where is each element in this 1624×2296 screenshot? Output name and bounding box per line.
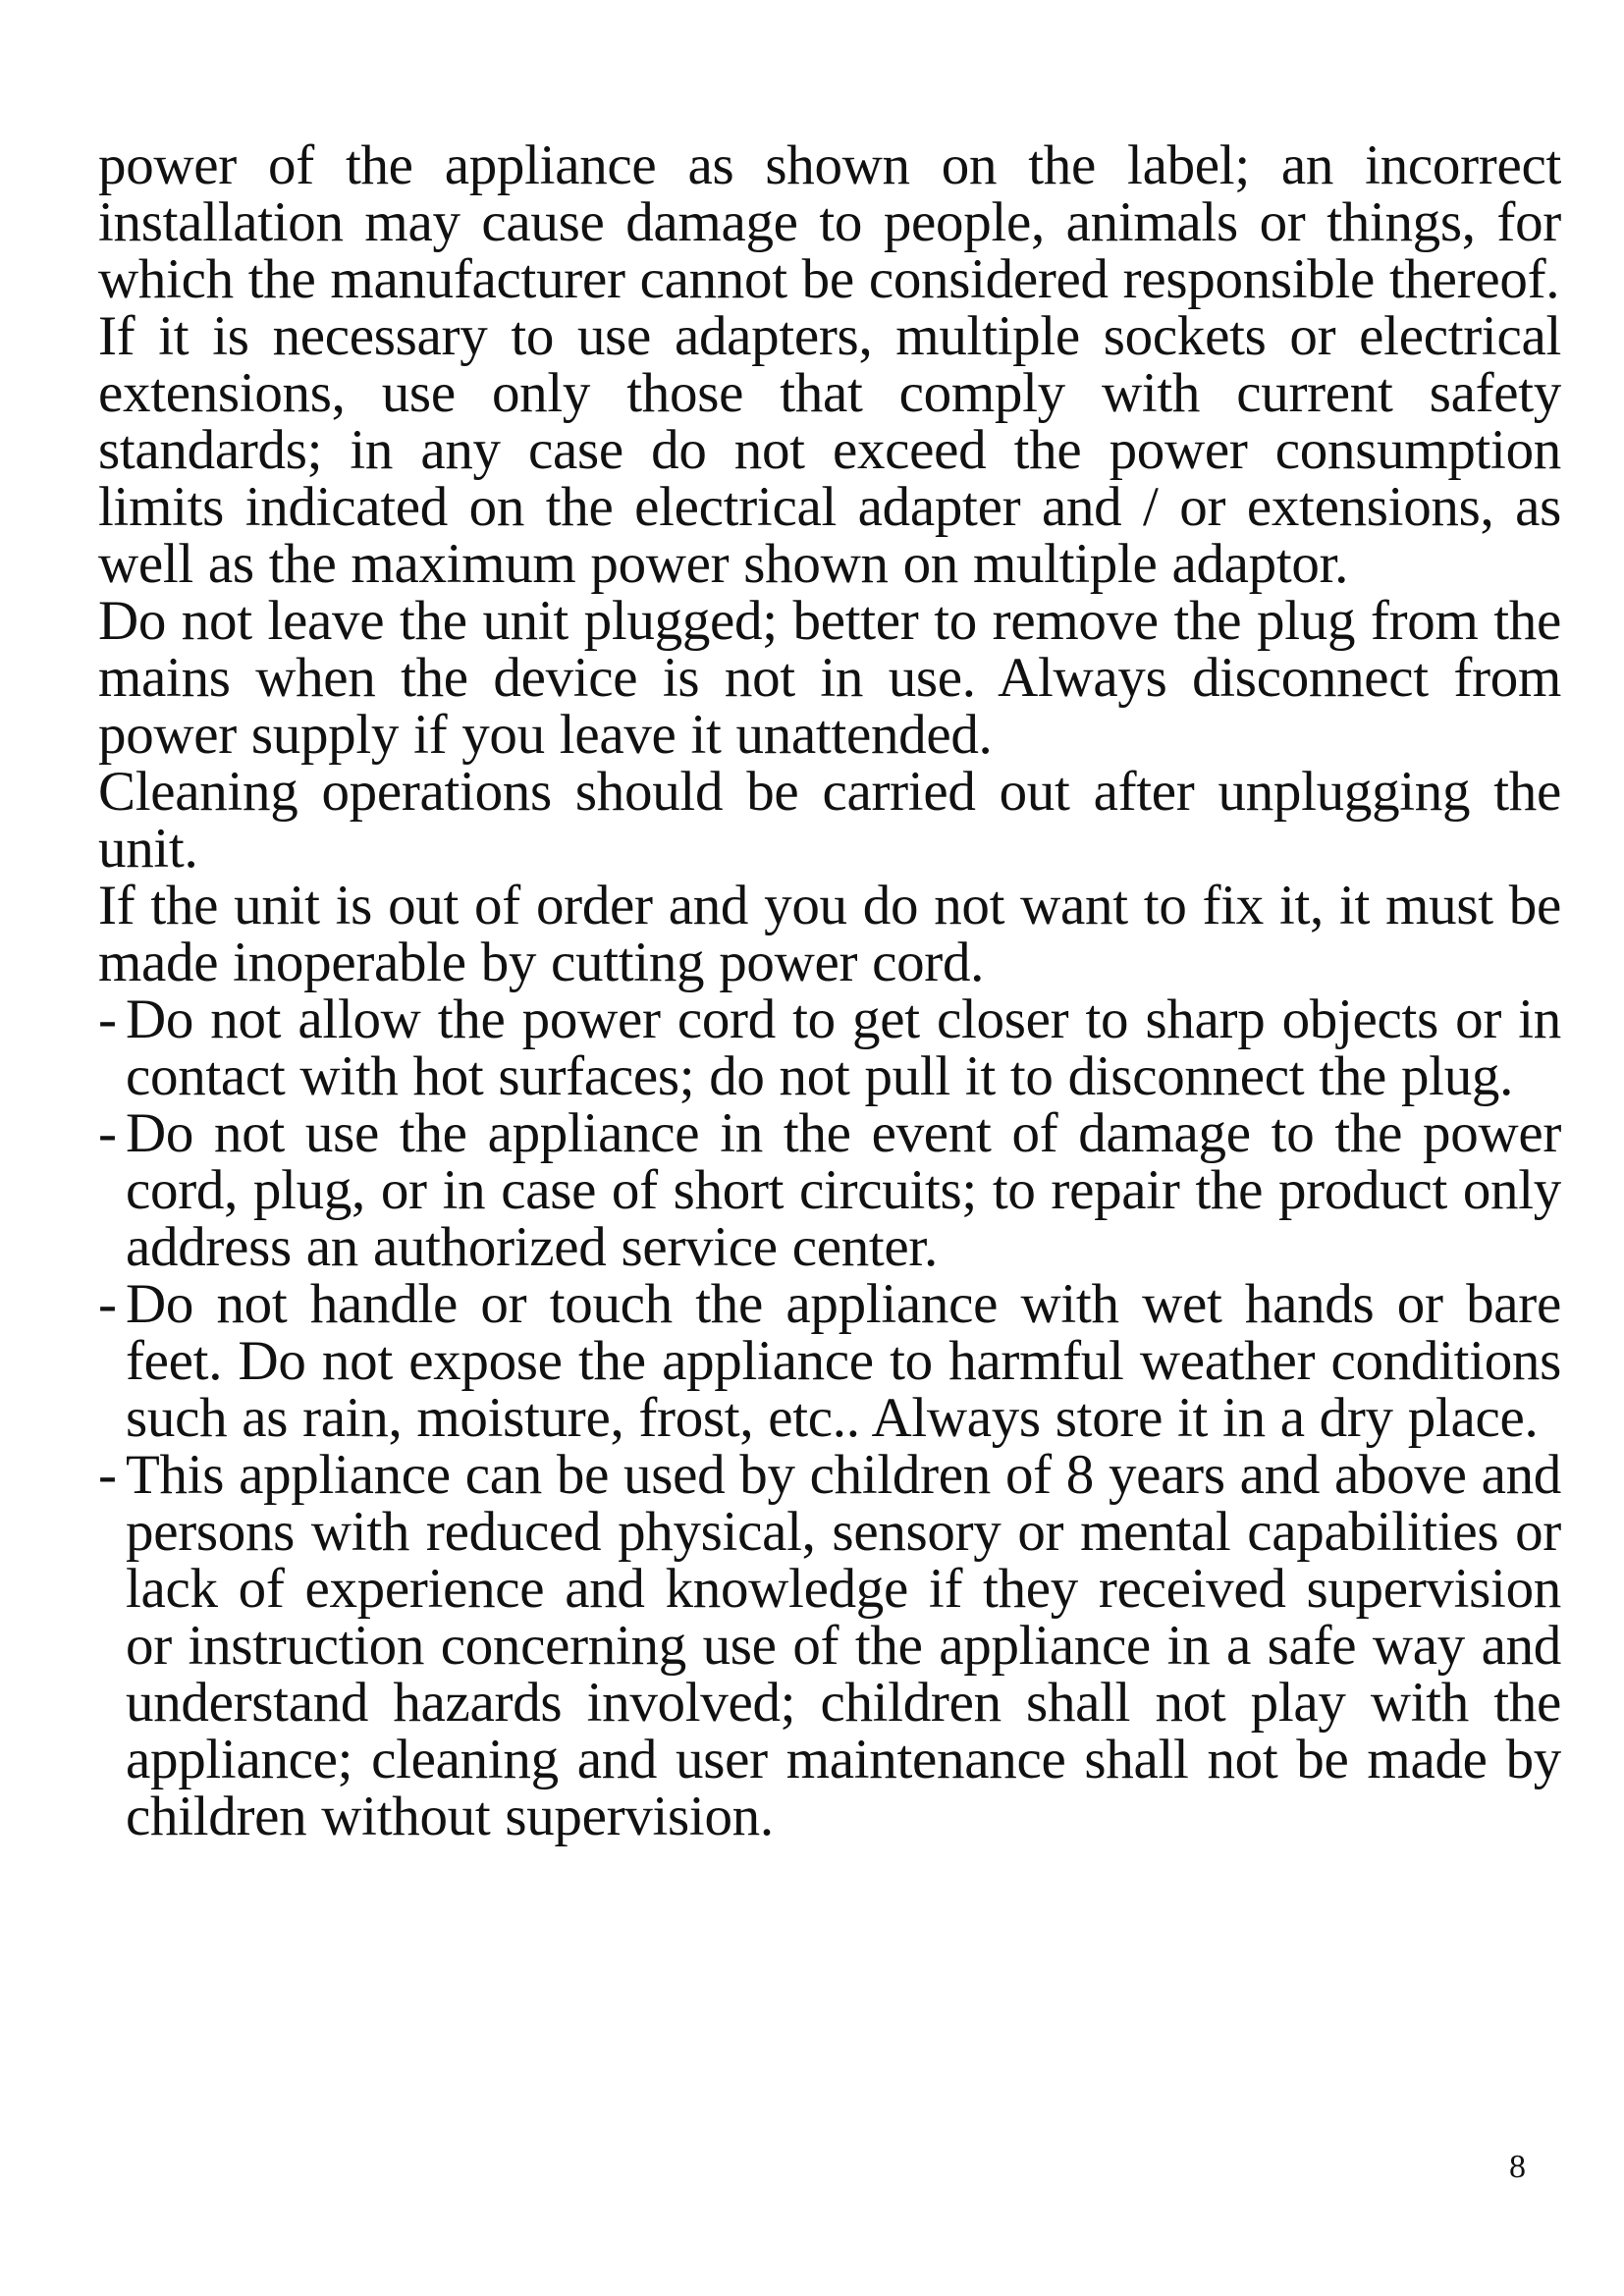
list-item-power-cord [98,988,1561,1107]
page-number: 8 [1509,2149,1526,2185]
list-item-damage [98,1102,1561,1278]
list-item-text: Do not use the appliance in the event of damage to the power cord, plug, or in case of short circuits; to repair the product only address an authorized service center. [126,1102,1561,1278]
list-item-text: Do not allow the power cord to get closer to sharp objects or in contact with hot surfaces; do not pull it to disconnect the plug. [126,988,1561,1107]
list-item-text: This appliance can be used by children of 8 years and above and persons with reduced physical, sensory or mental capabilities or lack of experience and knowledge if they received supervision or instruction concerning use of the appliance in a safe way and understand hazards involved; children shall not play with the appliance; cleaning and user maintenance shall not be made by children without supervision. [126,1444,1561,1847]
list-item-text: Do not handle or touch the appliance with wet hands or bare feet. Do not expose the appliance to harmful weather conditions such as rain, moisture, frost, etc.. Always store it in a dry place. [126,1273,1561,1449]
bullet-dash: - [98,1102,117,1164]
paragraph-cleaning: Cleaning operations should be carried out after unplugging the unit. [98,761,1561,880]
bullet-dash: - [98,1273,117,1335]
paragraph-out-of-order: If the unit is out of order and you do not want to fix it, it must be made inoperable by cutting power cord. [98,875,1561,993]
document-page [98,134,1561,1847]
bullet-dash: - [98,988,117,1050]
bullet-dash: - [98,1444,117,1506]
paragraph-adapters: If it is necessary to use adapters, multiple sockets or electrical extensions, use only those that comply with current safety standards; in any case do not exceed the power consumption limits indicated on the electrical adapter and / or extensions, as well as the maximum power shown on multiple adaptor. [98,305,1561,595]
list-item-wet-hands [98,1273,1561,1449]
paragraph-installation-warning: power of the appliance as shown on the label; an incorrect installation may cause damage to people, animals or things, for which the manufacturer cannot be considered responsible thereof. [98,134,1561,310]
list-item-children [98,1444,1561,1847]
paragraph-unplug: Do not leave the unit plugged; better to remove the plug from the mains when the device is not in use. Always disconnect from power supply if you leave it unattended. [98,590,1561,766]
